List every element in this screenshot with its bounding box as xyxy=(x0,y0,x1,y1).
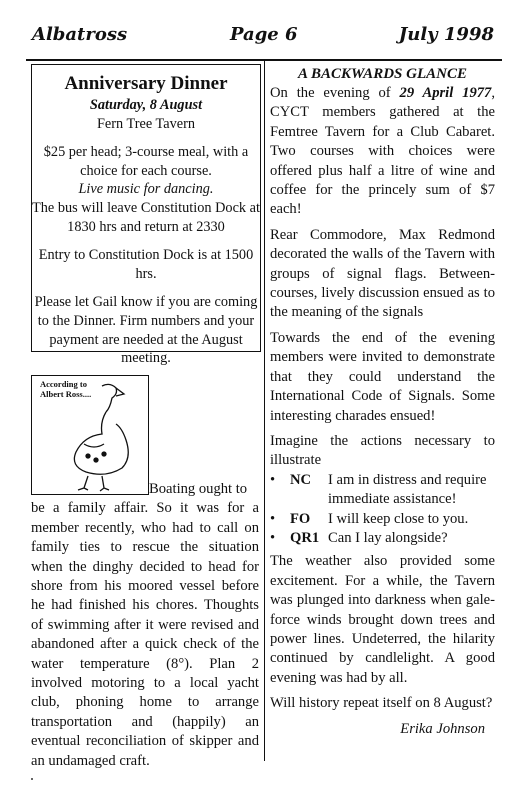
scan-mark xyxy=(31,778,33,780)
dinner-title: Anniversary Dinner xyxy=(64,73,228,94)
article-p1: On the evening of 29 April 1977, CYCT members gathered at the Femtree Tavern for a Club Cabaret. Two courses with choices were offered plus half a litre of wine and coffee for the princely sum of $7 each! xyxy=(270,85,495,218)
column-divider xyxy=(264,61,265,761)
signal-item: • QR1 Can I lay alongside? xyxy=(270,529,448,546)
article-author: Erika Johnson xyxy=(400,720,485,737)
page-number: Page 6 xyxy=(230,24,298,45)
albert-body: be a family affair. So it was for a member recently, who had to call on family ties to rescue the situation when the dinghy decided to head for shore from his moored vessel before he had finished his chores. Thoughts of swimming after it were revised and abandoned after a quick check of the water temperature (8°). Plan 2 involved motoring to a local yacht club, phoning home to arrange transportation and (happily) an eventual reconciliation of skipper and an undamaged craft. xyxy=(31,500,259,769)
albert-ross-column xyxy=(31,480,259,771)
newsletter-name: Albatross xyxy=(32,24,128,45)
albatross-drawing-icon xyxy=(32,376,148,494)
article-p4: Imagine the actions necessary to illustrate xyxy=(270,432,495,469)
dinner-date: Saturday, 8 August xyxy=(89,97,203,113)
anniversary-dinner-box xyxy=(31,64,261,367)
signal-item: • FO I will keep close to you. xyxy=(270,510,469,527)
article-title: A BACKWARDS GLANCE xyxy=(298,66,467,82)
signal-list xyxy=(270,471,495,549)
albert-first-line: Boating ought to xyxy=(149,481,248,497)
article-p6: Will history repeat itself on 8 August? xyxy=(270,695,493,712)
dinner-price: $25 per head; 3-course meal, with a choice for each course. xyxy=(43,144,249,179)
article-p2: Rear Commodore, Max Redmond decorated the walls of the Tavern with groups of signal flags. Between-courses, lively discussion ensued as to the meaning of the signals xyxy=(270,226,495,321)
dinner-entry: Entry to Constitution Dock is at 1500 hrs. xyxy=(38,247,254,282)
issue-date: July 1998 xyxy=(398,24,494,45)
backwards-glance-article xyxy=(270,64,495,739)
dinner-venue: Fern Tree Tavern xyxy=(96,115,195,132)
cartoon-caption: According to Albert Ross.... xyxy=(40,379,92,399)
article-p5: The weather also provided some excitement. For a while, the Tavern was plunged into darkness when gale-force winds brought down trees and power lines. Undeterred, the hilarity continued by candlelight. A good evening was had by all. xyxy=(270,553,495,686)
signal-item: • NC I am in distress and require immediate assistance! xyxy=(270,471,487,508)
dinner-music: Live music for dancing. xyxy=(78,181,214,198)
article-p3: Towards the end of the evening members were invited to demonstrate that they could understand the International Code of Signals. Some interesting charades ensued! xyxy=(270,329,495,424)
dinner-bus: The bus will leave Constitution Dock at 1830 hrs and return at 2330 xyxy=(32,199,260,235)
albert-ross-cartoon xyxy=(31,375,149,495)
page-header xyxy=(32,24,494,50)
dinner-contact: Please let Gail know if you are coming to the Dinner. Firm numbers and your payment are needed at the August meeting. xyxy=(34,294,258,367)
